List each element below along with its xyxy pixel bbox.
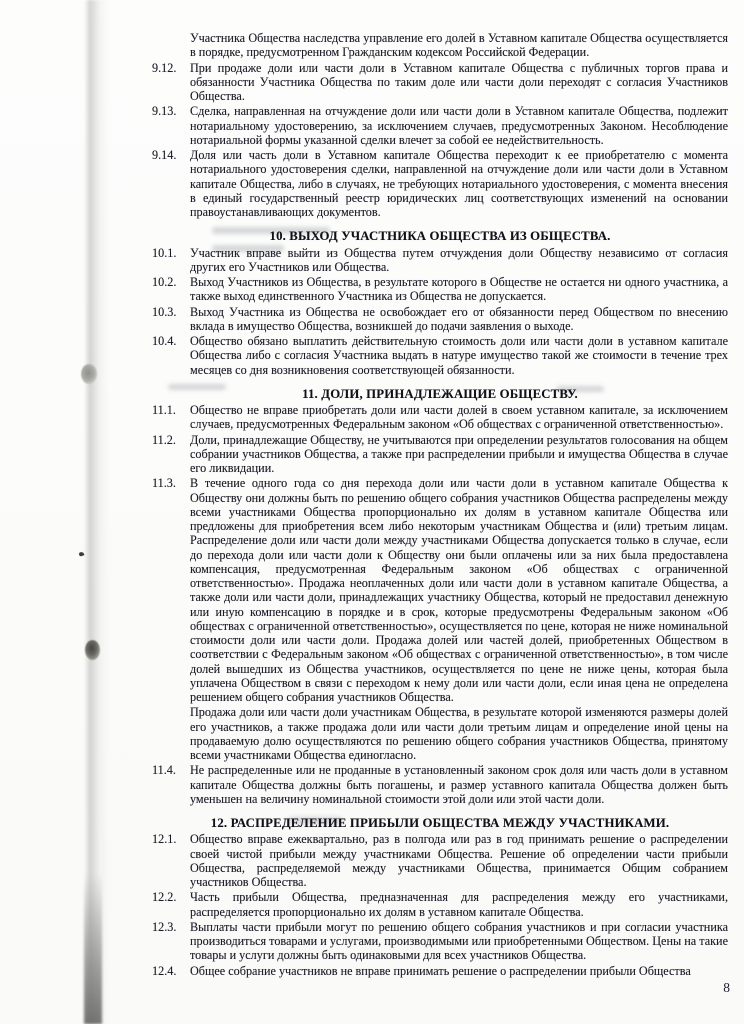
clause-text: Общее собрание участников не вправе принимать решение о распределении прибыли Общества bbox=[190, 963, 691, 978]
clause-text: Общество вправе ежеквартально, раз в полгода или раз в год принимать решение о распределении своей чистой прибыли между участниками Общества. Решение об определении части прибыли Общества, распределяемой между участниками Общества, принимается Общим собранием участников Общества. bbox=[190, 832, 728, 889]
clause-number: 10.1. bbox=[152, 245, 177, 260]
clause-text: Общество обязано выплатить действительную стоимость доли или части доли в уставном капитале Общества либо с согласия Участника выдать в натуре имущество такой же стоимости в течение трех месяцев со дня возникновения соответствующей обязанности. bbox=[190, 334, 728, 377]
clause-text: Сделка, направленная на отчуждение доли или части доли в Уставном капитале Общества, подлежит нотариальному удостоверению, за исключением случаев, предусмотренных Законом. Несоблюдение нотариальной формы указанной сделки влечет за собой ее недействительность. bbox=[190, 104, 728, 147]
clause-number: 9.14. bbox=[152, 148, 177, 162]
clause-text: Продажа доли или части доли участникам Общества, в результате которой изменяются размеры долей его участников, а также продажа доли или части доли третьим лицам и определение иной цены на продаваемую долю осуществляются по решению общего собрания участников Общества, принятому всеми участниками Общества единогласно. bbox=[190, 705, 728, 762]
clause-11-1 bbox=[152, 403, 728, 432]
clause-number: 11.4. bbox=[152, 763, 176, 778]
clause-number: 11.1. bbox=[152, 403, 176, 417]
clause-continuation-9-11 bbox=[152, 31, 728, 60]
clause-text: Выплаты части прибыли могут по решению общего собрания участников и при согласии участника производиться товарами и услугами, производимыми или приобретенными Обществом. Цены на такие товары и услуги должны быть одинаковыми для всех участников Общества. bbox=[190, 919, 728, 963]
clause-11-2 bbox=[152, 433, 728, 476]
clause-9-14 bbox=[152, 148, 728, 219]
clause-10-2 bbox=[152, 275, 728, 304]
clause-12-3 bbox=[152, 920, 728, 963]
clause-12-4 bbox=[152, 964, 728, 978]
clause-number: 11.2. bbox=[152, 432, 176, 447]
clause-text: В течение одного года со дня перехода доли или части доли в уставном капитале Общества к Обществу они должны быть по решению общего собрания участников Общества распределены между всеми участниками Общества пропорционально их долям в уставном капитале Общества или предложены для приобретения всем либо некоторым участникам Общества и (или) третьим лицам. Распределение доли или части доли между участниками Общества допускается только в случае, если до перехода доли или части доли к Обществу они были оплачены или за них была предоставлена компенсация, предусмотренная Федеральным законом «Об обществах с ограниченной ответственностью». Продажа неоплаченных доли или части доли в уставном капитале Общества, а также доли или части доли, принадлежащих участнику Общества, который не предоставил денежную или иную компенсацию в порядке и в срок, которые предусмотрены Федеральным законом «Об обществах с ограниченной ответственностью», осуществляется по цене, которая не ниже номинальной стоимости доли или части доли. Продажа долей или частей долей, приобретенных Обществом в соответствии с Федеральным законом «Об обществах с ограниченной ответственностью», в том числе долей вышедших из Общества участников, осуществляется по цене не ниже цены, которая была уплачена Обществом в связи с переходом к нему доли или части доли, если иная цена не определена решением общего собрания участников Общества. bbox=[190, 476, 728, 704]
clause-text: При продаже доли или части доли в Уставном капитале Общества с публичных торгов права и обязанности Участника Общества по таким доле или части доли переходят с согласия Участников Общества. bbox=[190, 60, 728, 103]
clause-number: 10.2. bbox=[152, 275, 177, 289]
page-edge-shadow bbox=[84, 0, 110, 1024]
clause-text: Не распределенные или не проданные в установленный законом срок доля или часть доли в уставном капитале Общества должны быть погашены, и размер уставного капитала Общества должен быть уменьшен на величину номинальной стоимости этой доли или этой части доли. bbox=[190, 763, 728, 806]
page-number: 8 bbox=[723, 980, 730, 995]
clause-number: 9.13. bbox=[152, 104, 177, 119]
document-body bbox=[152, 31, 728, 979]
clause-text: Доля или часть доли в Уставном капитале Общества переходит к ее приобретателю с момента нотариального удостоверения сделки, направленной на отчуждение доли или части доли в Уставном капитале Общества, либо в случаях, не требующих нотариального удостоверения, с момента внесения в единый государственный реестр юридических лиц соответствующих изменений на основании правоустанавливающих документов. bbox=[190, 148, 728, 219]
clause-number: 12.4. bbox=[152, 963, 177, 978]
page-edge-shadow-bottom bbox=[84, 874, 102, 1024]
binding-hole-top bbox=[81, 364, 97, 384]
clause-text: Выход Участника из Общества не освобождает его от обязанности перед Обществом по внесению вклада в имущество Общества, возникшей до подачи заявления о выходе. bbox=[190, 304, 728, 333]
clause-text: Часть прибыли Общества, предназначенная для распределения между его участниками, распределяется пропорционально их долям в уставном капитале Общества. bbox=[190, 890, 728, 919]
clause-text: Выход Участников из Общества, в результате которого в Обществе не остается ни одного участника, а также выход единственного Участника из Общества не допускается. bbox=[190, 275, 728, 304]
clause-number: 11.3. bbox=[152, 476, 176, 491]
clause-number: 10.4. bbox=[152, 334, 177, 348]
section-10-heading: 10. ВЫХОД УЧАСТНИКА ОБЩЕСТВА ИЗ ОБЩЕСТВА. bbox=[269, 229, 611, 244]
clause-text: Общество не вправе приобретать доли или части долей в своем уставном капитале, за исключением случаев, предусмотренных Федеральным законом «Об обществах с ограниченной ответственностью». bbox=[190, 403, 728, 432]
clause-number: 12.3. bbox=[152, 919, 177, 934]
clause-10-1 bbox=[152, 246, 728, 275]
clause-11-3-continuation bbox=[152, 705, 728, 762]
clause-number: 12.1. bbox=[152, 832, 177, 847]
binding-hole-bottom bbox=[85, 640, 100, 660]
clause-9-12 bbox=[152, 61, 728, 104]
clause-11-4 bbox=[152, 763, 728, 806]
clause-number: 9.12. bbox=[152, 60, 177, 75]
clause-number: 12.2. bbox=[152, 890, 177, 905]
clause-9-13 bbox=[152, 104, 728, 147]
section-12-heading: 12. РАСПРЕДЕЛЕНИЕ ПРИБЫЛИ ОБЩЕСТВА МЕЖДУ УЧАСТНИКАМИ. bbox=[210, 816, 670, 830]
clause-text: Доли, принадлежащие Обществу, не учитываются при определении результатов голосования на общем собрании участников Общества, а также при распределении прибыли и имущества Общества в случае его ликвидации. bbox=[190, 432, 728, 475]
clause-12-2 bbox=[152, 890, 728, 919]
clause-text: Участник вправе выйти из Общества путем отчуждения доли Обществу независимо от согласия других его Участников или Общества. bbox=[190, 245, 728, 274]
clause-text: Участника Общества наследства управление его долей в Уставном капитале Общества осуществляется в порядке, предусмотренном Гражданским кодексом Российской Федерации. bbox=[190, 31, 728, 60]
section-11-heading: 11. ДОЛИ, ПРИНАДЛЕЖАЩИЕ ОБЩЕСТВУ. bbox=[302, 386, 578, 401]
clause-11-3 bbox=[152, 476, 728, 704]
clause-10-3 bbox=[152, 305, 728, 334]
clause-10-4 bbox=[152, 334, 728, 377]
clause-number: 10.3. bbox=[152, 304, 177, 319]
clause-12-1 bbox=[152, 832, 728, 889]
